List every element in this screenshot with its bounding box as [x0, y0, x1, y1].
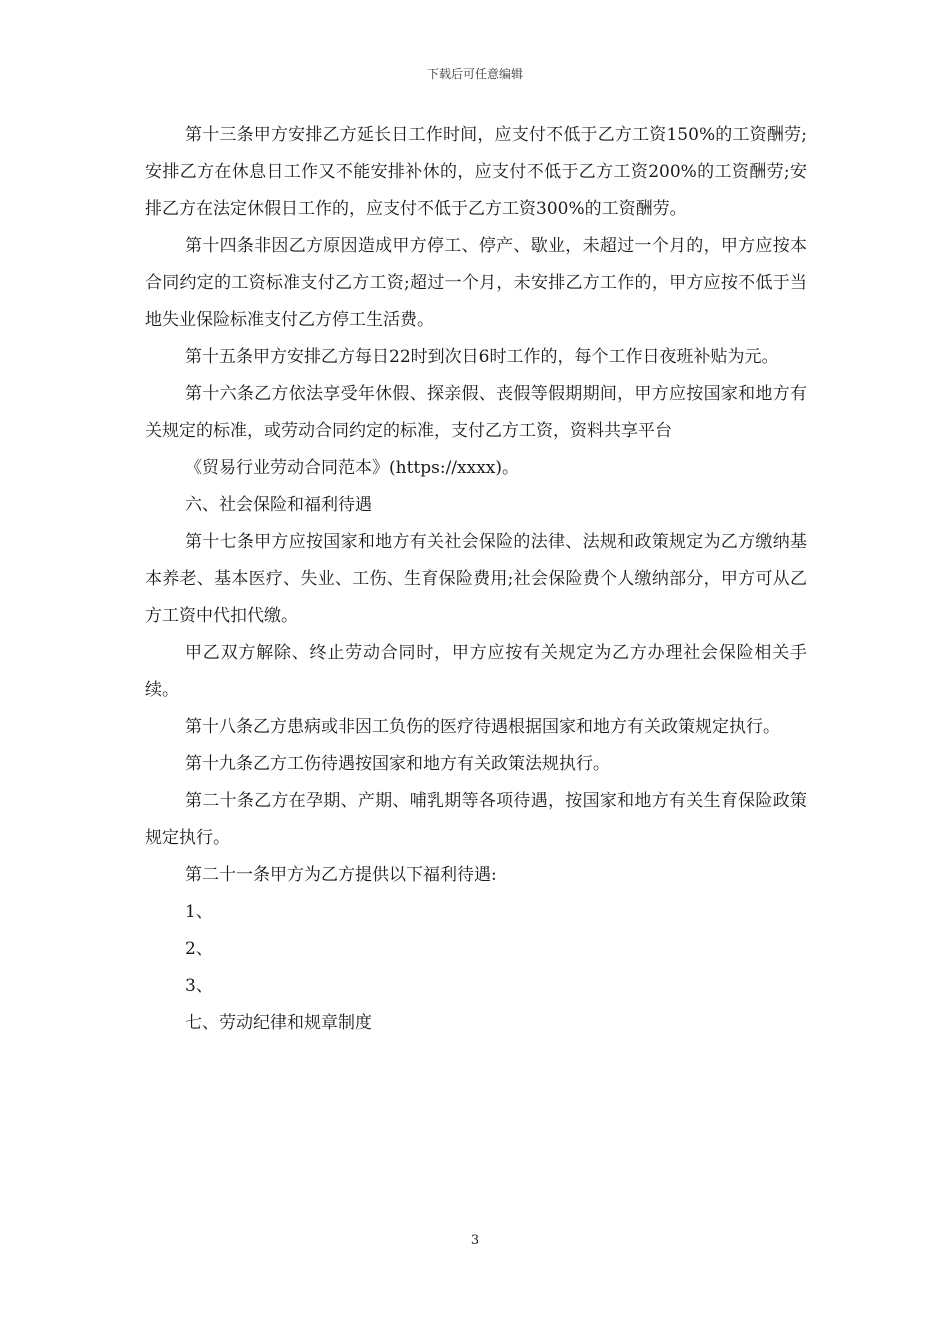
paragraph-article-14: 第十四条非因乙方原因造成甲方停工、停产、歇业，未超过一个月的，甲方应按本合同约定的工资标准支付乙方工资;超过一个月，未安排乙方工作的，甲方应按不低于当地失业保险标准支付乙方停工生活费。: [145, 236, 807, 330]
paragraph-article-16: 第十六条乙方依法享受年休假、探亲假、丧假等假期期间，甲方应按国家和地方有关规定的标准，或劳动合同约定的标准，支付乙方工资，资料共享平台: [145, 384, 807, 441]
list-item-benefit-1: 1、: [185, 902, 213, 922]
document-body: [145, 117, 807, 1042]
paragraph-source-reference: 《贸易行业劳动合同范本》(https://xxxx)。: [185, 458, 520, 478]
section-heading-labor-discipline: 七、劳动纪律和规章制度: [185, 1013, 372, 1033]
paragraph-article-13: 第十三条甲方安排乙方延长日工作时间，应支付不低于乙方工资150%的工资酬劳;安排乙方在休息日工作又不能安排补休的，应支付不低于乙方工资200%的工资酬劳;安排乙方在法定休假日工作的，应支付不低于乙方工资300%的工资酬劳。: [145, 125, 807, 219]
paragraph-article-20: 第二十条乙方在孕期、产期、哺乳期等各项待遇，按国家和地方有关生育保险政策规定执行。: [145, 791, 807, 848]
paragraph-article-21: 第二十一条甲方为乙方提供以下福利待遇:: [185, 865, 497, 885]
paragraph-article-19: 第十九条乙方工伤待遇按国家和地方有关政策法规执行。: [185, 754, 610, 774]
paragraph-article-17: 第十七条甲方应按国家和地方有关社会保险的法律、法规和政策规定为乙方缴纳基本养老、基本医疗、失业、工伤、生育保险费用;社会保险费个人缴纳部分，甲方可从乙方工资中代扣代缴。: [145, 532, 807, 626]
section-heading-social-insurance: 六、社会保险和福利待遇: [185, 495, 372, 515]
list-item-benefit-3: 3、: [185, 976, 213, 996]
list-item-benefit-2: 2、: [185, 939, 213, 959]
paragraph-termination-insurance: 甲乙双方解除、终止劳动合同时，甲方应按有关规定为乙方办理社会保险相关手续。: [145, 643, 807, 700]
page-header: 下载后可任意编辑: [426, 67, 523, 81]
paragraph-article-15: 第十五条甲方安排乙方每日22时到次日6时工作的，每个工作日夜班补贴为元。: [185, 347, 779, 367]
paragraph-article-18: 第十八条乙方患病或非因工负伤的医疗待遇根据国家和地方有关政策规定执行。: [185, 717, 780, 737]
page-number: 3: [470, 1233, 480, 1248]
